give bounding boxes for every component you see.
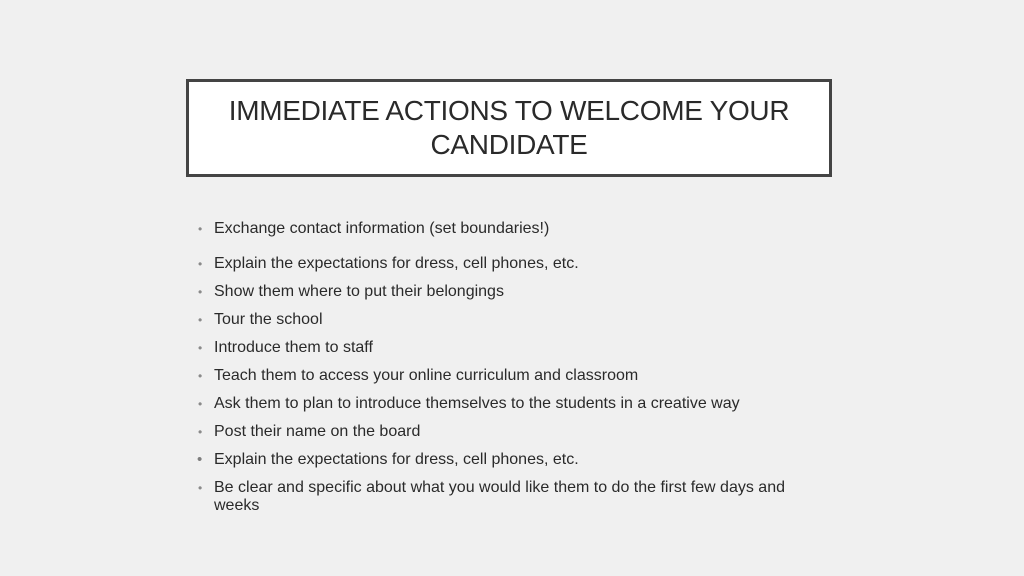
bullet-item — [196, 395, 836, 413]
bullet-text: Post their name on the board — [214, 423, 421, 440]
bullet-text: Be clear and specific about what you would like them to do the first few days and weeks — [214, 479, 785, 514]
bullet-icon: • — [198, 257, 203, 271]
bullet-text: Show them where to put their belongings — [214, 283, 504, 300]
bullet-text: Exchange contact information (set boundaries!) — [214, 220, 550, 237]
bullet-icon: • — [198, 285, 203, 299]
bullet-item — [196, 479, 836, 515]
bullet-item — [196, 311, 836, 329]
bullet-item — [196, 283, 836, 301]
bullet-text: Explain the expectations for dress, cell phones, etc. — [214, 255, 579, 272]
bullet-item — [196, 255, 836, 273]
bullet-icon: • — [198, 397, 203, 411]
bullet-icon: • — [198, 313, 203, 327]
bullet-text: Introduce them to staff — [214, 339, 373, 356]
bullet-item — [196, 367, 836, 385]
bullet-icon: • — [198, 481, 203, 495]
bullet-icon: • — [198, 369, 203, 383]
bullet-item — [196, 339, 836, 357]
bullet-item — [196, 451, 836, 469]
bullet-icon: • — [198, 425, 203, 439]
bullet-text: Tour the school — [214, 311, 323, 328]
bullet-icon: • — [198, 222, 203, 236]
bullet-icon: • — [197, 451, 203, 468]
bullet-item — [196, 220, 836, 238]
bullet-list — [196, 220, 836, 525]
bullet-item — [196, 423, 836, 441]
bullet-text: Explain the expectations for dress, cell phones, etc. — [214, 451, 579, 468]
bullet-text: Ask them to plan to introduce themselves to the students in a creative way — [214, 395, 740, 412]
title-box — [186, 79, 832, 177]
bullet-icon: • — [198, 341, 203, 355]
slide-title: IMMEDIATE ACTIONS TO WELCOME YOUR CANDIDATE — [228, 95, 790, 160]
bullet-text: Teach them to access your online curriculum and classroom — [214, 367, 639, 384]
